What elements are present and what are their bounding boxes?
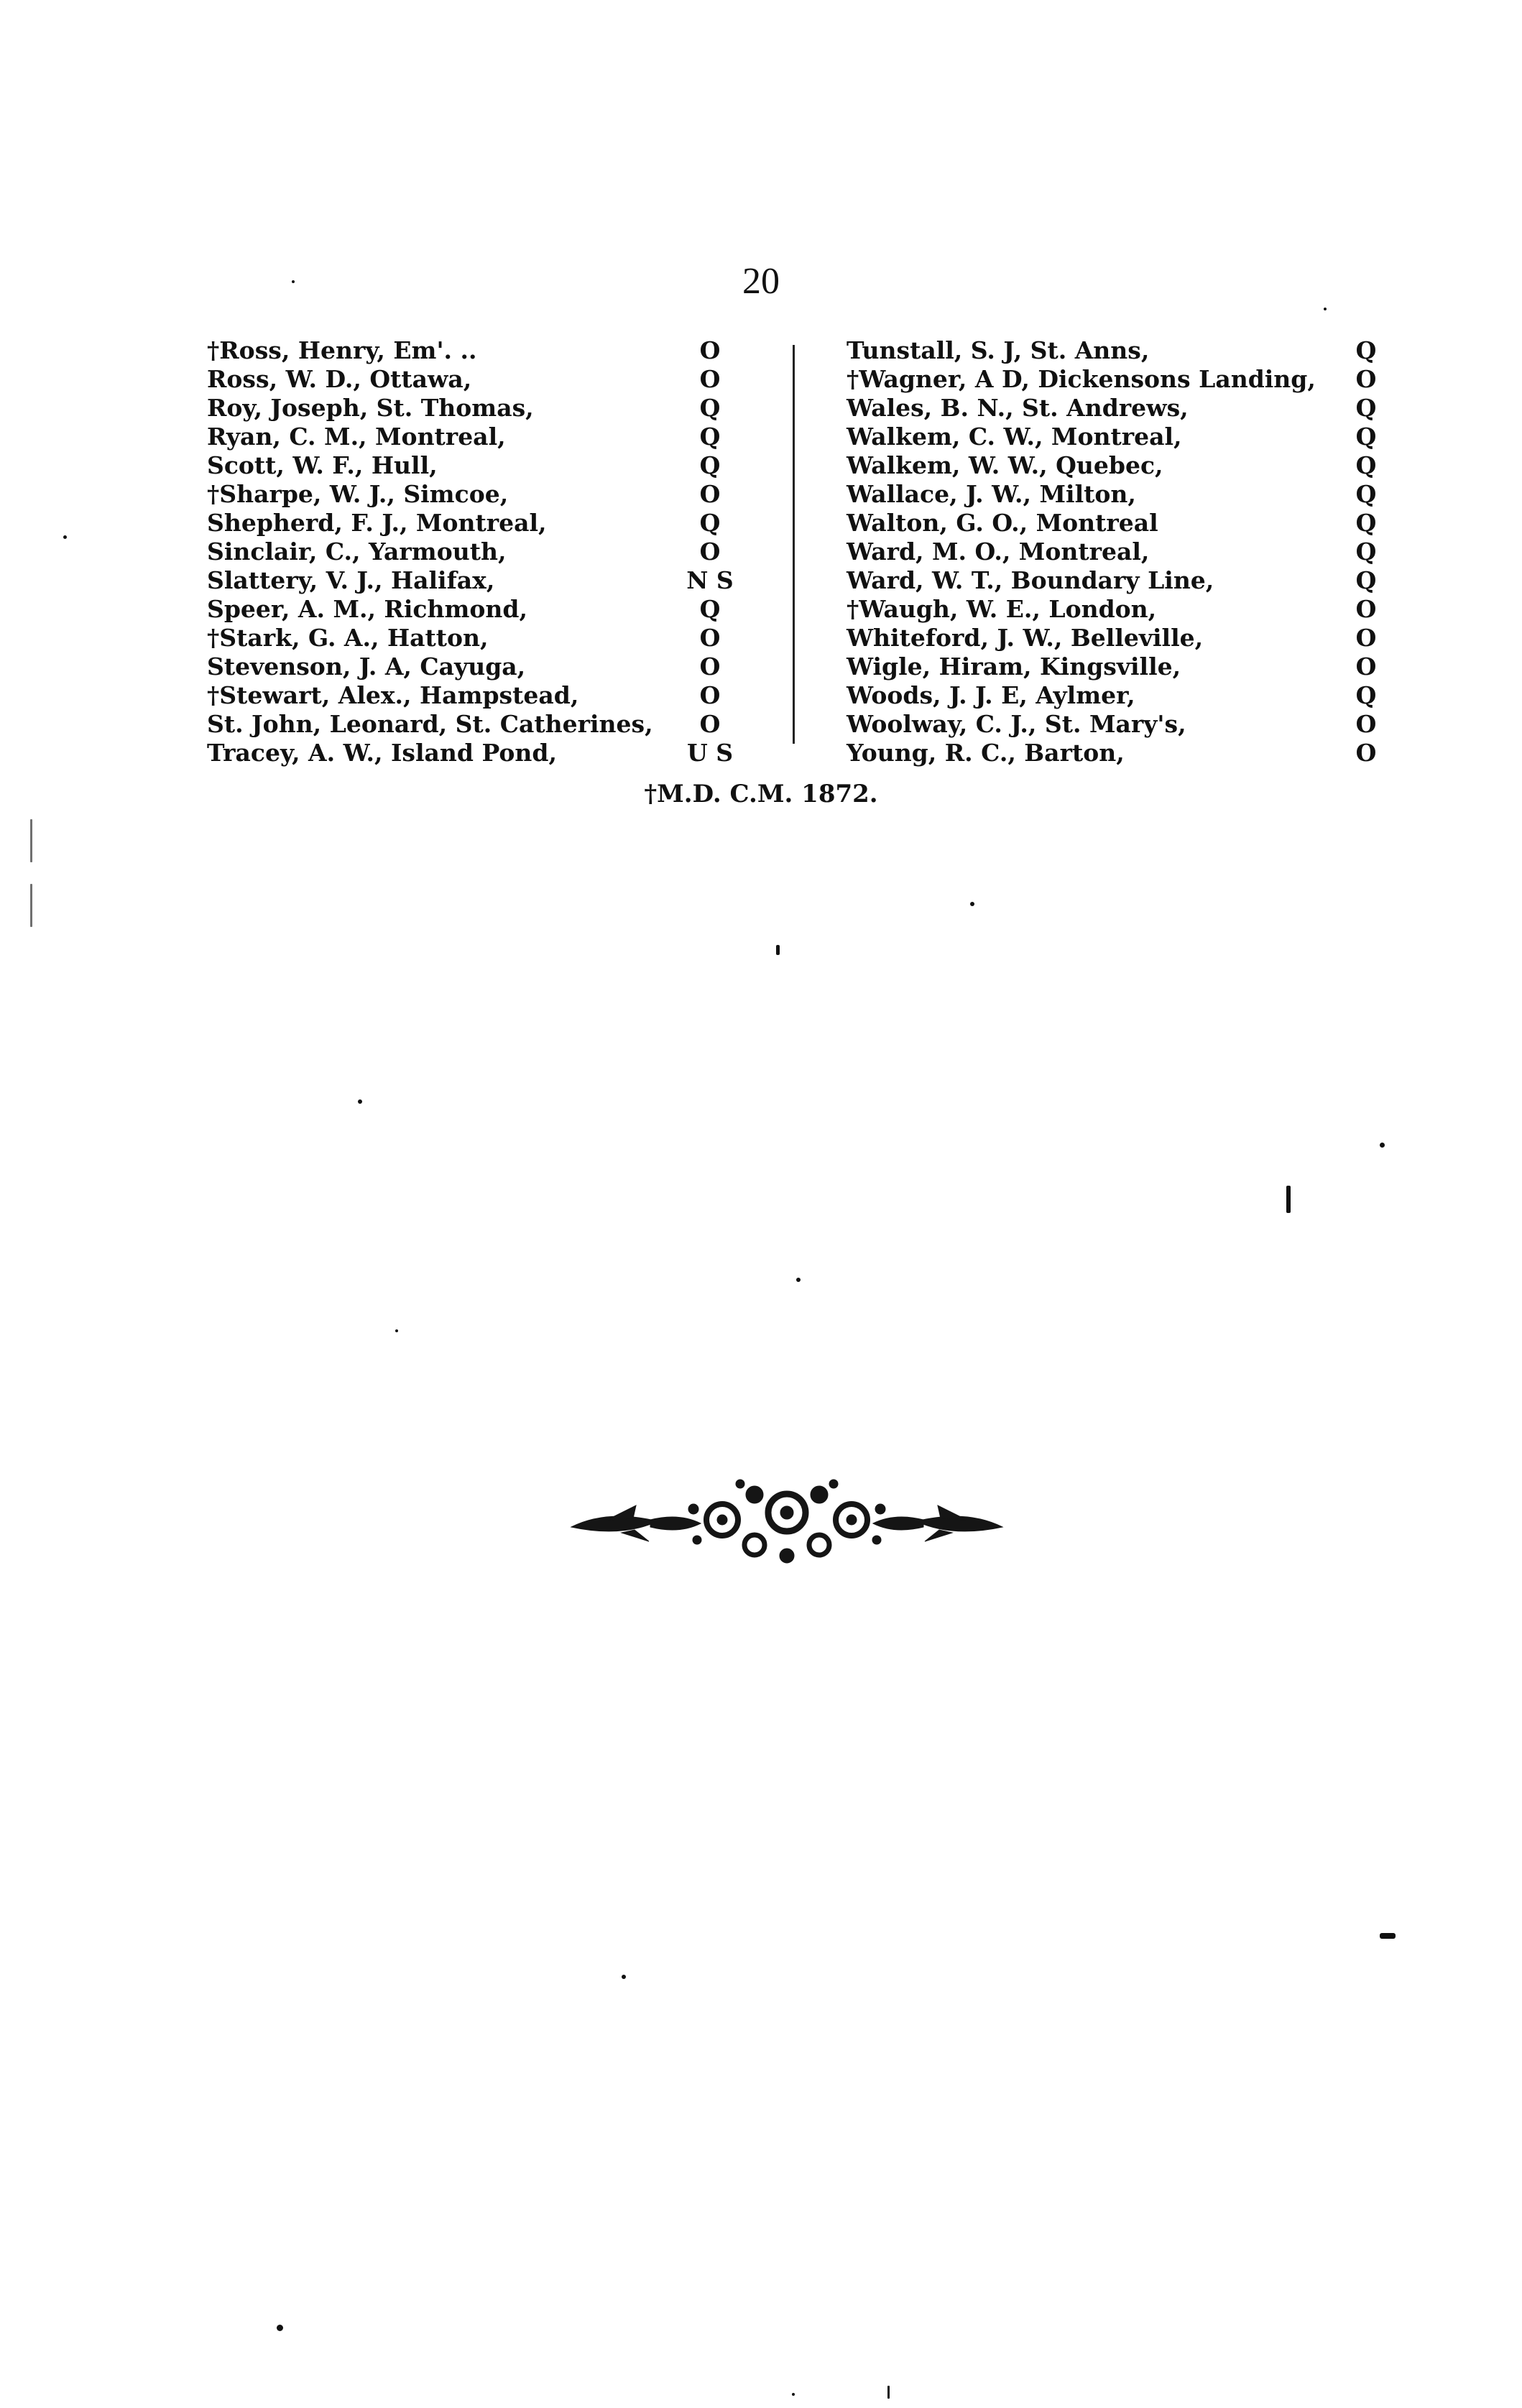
list-item bbox=[847, 451, 1377, 480]
entry-name: †Stark, G. A., Hatton, bbox=[207, 624, 489, 652]
entry-name: †Stewart, Alex., Hampstead, bbox=[207, 681, 579, 709]
footnote: †M.D. C.M. 1872. bbox=[644, 780, 878, 808]
list-item bbox=[207, 681, 739, 710]
entry-province: O bbox=[1355, 710, 1377, 738]
speck bbox=[63, 535, 67, 539]
entry-name: Scott, W. F., Hull, bbox=[207, 451, 438, 479]
list-item bbox=[847, 624, 1377, 652]
entry-name: Tunstall, S. J, St. Anns, bbox=[847, 336, 1150, 364]
entry-province: O bbox=[699, 538, 721, 566]
list-item bbox=[847, 423, 1377, 451]
entry-province: O bbox=[1355, 739, 1377, 767]
entry-name: Woods, J. J. E, Aylmer, bbox=[847, 681, 1135, 709]
entry-province: O bbox=[1355, 624, 1377, 652]
right-column bbox=[847, 336, 1377, 767]
speck bbox=[792, 2393, 795, 2396]
speck bbox=[358, 1099, 362, 1104]
entry-province: Q bbox=[699, 509, 721, 537]
list-item bbox=[207, 538, 739, 566]
entry-name: Walkem, C. W., Montreal, bbox=[847, 423, 1182, 451]
entry-name: †Waugh, W. E., London, bbox=[847, 595, 1157, 623]
entry-name: Ward, W. T., Boundary Line, bbox=[847, 566, 1214, 594]
list-item bbox=[207, 710, 739, 739]
floral-ornament-icon bbox=[564, 1470, 1010, 1577]
list-item bbox=[207, 509, 739, 538]
entry-province: O bbox=[1355, 595, 1377, 623]
entry-province: Q bbox=[1355, 509, 1377, 537]
entry-province: O bbox=[1355, 365, 1377, 393]
speck bbox=[1286, 1186, 1291, 1213]
entry-name: Shepherd, F. J., Montreal, bbox=[207, 509, 547, 537]
speck bbox=[622, 1975, 626, 1979]
list-item bbox=[847, 595, 1377, 624]
list-item bbox=[847, 710, 1377, 739]
entry-name: Wales, B. N., St. Andrews, bbox=[847, 394, 1189, 422]
entry-province: O bbox=[1355, 652, 1377, 681]
entry-province: O bbox=[699, 681, 721, 709]
speck bbox=[395, 1329, 398, 1332]
list-item bbox=[207, 365, 739, 394]
entry-name: Whiteford, J. W., Belleville, bbox=[847, 624, 1204, 652]
list-item bbox=[207, 480, 739, 509]
entry-name: Woolway, C. J., St. Mary's, bbox=[847, 710, 1186, 738]
entry-name: Sinclair, C., Yarmouth, bbox=[207, 538, 507, 566]
list-item bbox=[847, 336, 1377, 365]
entry-name: St. John, Leonard, St. Catherines, bbox=[207, 710, 653, 738]
column-divider bbox=[793, 345, 795, 744]
entry-name: Slattery, V. J., Halifax, bbox=[207, 566, 495, 594]
entry-province: U S bbox=[686, 739, 734, 767]
list-item bbox=[207, 652, 739, 681]
list-item bbox=[847, 566, 1377, 595]
list-item bbox=[207, 336, 739, 365]
entry-province: Q bbox=[1355, 394, 1377, 422]
entry-province: Q bbox=[1355, 566, 1377, 594]
left-column bbox=[207, 336, 739, 767]
entry-province: Q bbox=[1355, 480, 1377, 508]
entry-name: Wigle, Hiram, Kingsville, bbox=[847, 652, 1181, 681]
list-item bbox=[207, 595, 739, 624]
list-item bbox=[847, 652, 1377, 681]
entry-province: Q bbox=[1355, 423, 1377, 451]
entry-province: Q bbox=[1355, 451, 1377, 479]
speck bbox=[1324, 308, 1327, 310]
list-item bbox=[847, 538, 1377, 566]
entry-name: Wallace, J. W., Milton, bbox=[847, 480, 1136, 508]
list-item bbox=[847, 480, 1377, 509]
list-item bbox=[207, 451, 739, 480]
entry-name: Walton, G. O., Montreal bbox=[847, 509, 1158, 537]
list-item bbox=[847, 681, 1377, 710]
speck bbox=[1380, 1933, 1396, 1939]
list-item bbox=[207, 624, 739, 652]
entry-province: N S bbox=[686, 566, 734, 594]
speck bbox=[887, 2386, 890, 2399]
entry-province: Q bbox=[699, 595, 721, 623]
speck bbox=[292, 280, 295, 283]
speck bbox=[1380, 1143, 1385, 1148]
entry-name: Walkem, W. W., Quebec, bbox=[847, 451, 1163, 479]
speck bbox=[277, 2325, 283, 2331]
entry-province: O bbox=[699, 652, 721, 681]
list-item bbox=[847, 509, 1377, 538]
list-item bbox=[207, 423, 739, 451]
list-item bbox=[847, 365, 1377, 394]
list-item bbox=[847, 739, 1377, 767]
entry-name: Speer, A. M., Richmond, bbox=[207, 595, 527, 623]
entry-province: Q bbox=[699, 394, 721, 422]
list-item bbox=[847, 394, 1377, 423]
entry-name: Stevenson, J. A, Cayuga, bbox=[207, 652, 526, 681]
entry-province: Q bbox=[1355, 336, 1377, 364]
entry-name: †Ross, Henry, Em'. .. bbox=[207, 336, 477, 364]
entry-name: †Sharpe, W. J., Simcoe, bbox=[207, 480, 509, 508]
page-number: 20 bbox=[742, 261, 780, 302]
entry-province: Q bbox=[1355, 681, 1377, 709]
entry-name: Ward, M. O., Montreal, bbox=[847, 538, 1150, 566]
entry-province: O bbox=[699, 480, 721, 508]
entry-name: Ryan, C. M., Montreal, bbox=[207, 423, 506, 451]
speck bbox=[30, 884, 32, 927]
entry-name: Roy, Joseph, St. Thomas, bbox=[207, 394, 534, 422]
entry-province: Q bbox=[699, 451, 721, 479]
speck bbox=[776, 945, 780, 955]
entry-province: Q bbox=[699, 423, 721, 451]
entry-province: Q bbox=[1355, 538, 1377, 566]
list-item bbox=[207, 566, 739, 595]
entry-name: †Wagner, A D, Dickensons Landing, bbox=[847, 365, 1316, 393]
speck bbox=[796, 1278, 801, 1282]
speck bbox=[30, 819, 32, 862]
list-item bbox=[207, 394, 739, 423]
speck bbox=[970, 902, 974, 906]
list-item bbox=[207, 739, 739, 767]
entry-province: O bbox=[699, 336, 721, 364]
entry-name: Tracey, A. W., Island Pond, bbox=[207, 739, 557, 767]
entry-province: O bbox=[699, 624, 721, 652]
entry-name: Young, R. C., Barton, bbox=[847, 739, 1125, 767]
entry-name: Ross, W. D., Ottawa, bbox=[207, 365, 472, 393]
entry-province: O bbox=[699, 710, 721, 738]
entry-province: O bbox=[699, 365, 721, 393]
